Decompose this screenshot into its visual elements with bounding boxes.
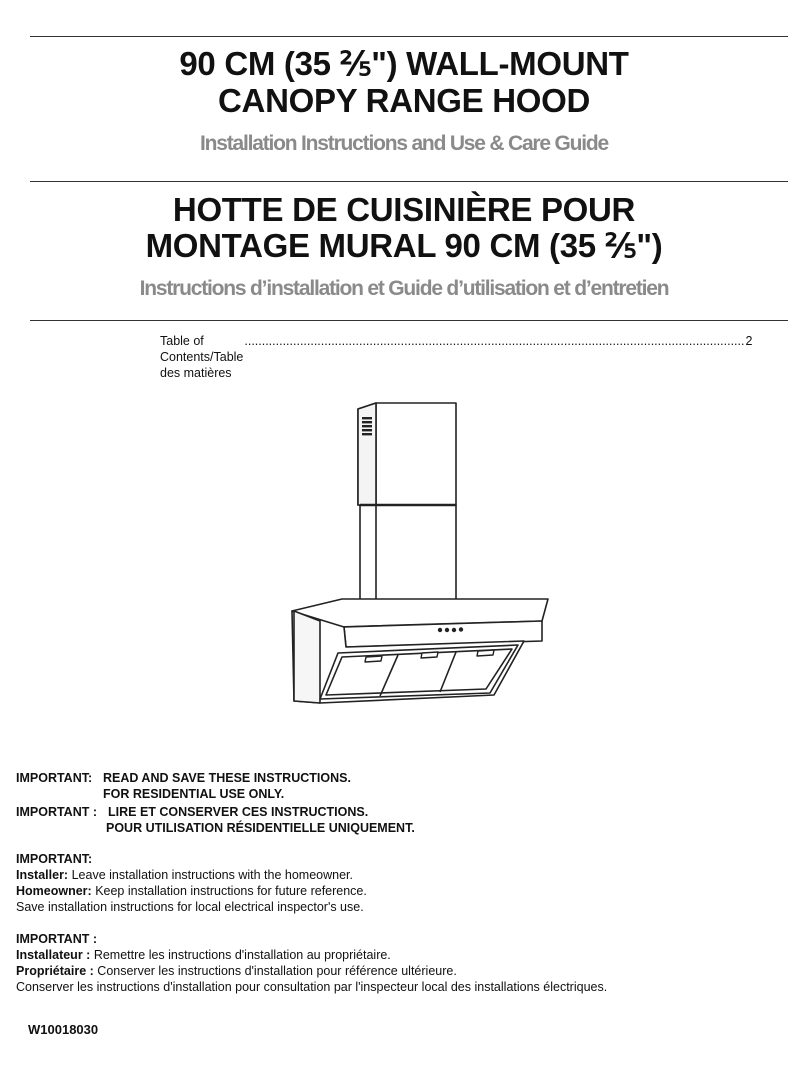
top-rule [30, 36, 788, 37]
lower-rule [30, 320, 788, 321]
important-save-instructions-fr: LIRE ET CONSERVER CES INSTRUCTIONS. [108, 805, 369, 819]
residential-use-en: FOR RESIDENTIAL USE ONLY. [103, 787, 285, 801]
homeowner-label-en: Homeowner: [16, 884, 92, 898]
middle-rule [30, 181, 788, 182]
notes-fr-heading: IMPORTANT : [16, 932, 98, 946]
title-en-line2: CANOPY RANGE HOOD [218, 82, 590, 119]
note-inspector-fr: Conserver les instructions d'installation pour consultation par l'inspecteur local des installations électriques. [16, 980, 608, 994]
note-owner-fr [16, 963, 457, 979]
subtitle-en: Installation Instructions and Use & Care Guide [199, 132, 609, 155]
range-hood-illustration [280, 395, 560, 715]
subtitle-fr: Instructions d’installation et Guide d’utilisation et d’entretien [139, 277, 669, 300]
title-fr-line1: HOTTE DE CUISINIÈRE POUR [172, 191, 636, 228]
table-of-contents-entry[interactable] [160, 333, 753, 380]
important-save-instructions-en: READ AND SAVE THESE INSTRUCTIONS. [103, 771, 351, 785]
installer-text-fr: Remettre les instructions d'installation au propriétaire. [93, 948, 391, 962]
owner-label-fr: Propriétaire : [16, 964, 94, 978]
owner-text-fr: Conserver les instructions d'installation pour référence ultérieure. [97, 964, 457, 978]
note-installer-en [16, 867, 353, 883]
note-homeowner-en [16, 883, 367, 899]
residential-use-fr: POUR UTILISATION RÉSIDENTIELLE UNIQUEMENT. [106, 821, 415, 835]
installer-label-fr: Installateur : [16, 948, 91, 962]
installer-label-en: Installer: [16, 868, 69, 882]
installer-text-en: Leave installation instructions with the homeowner. [71, 868, 354, 882]
notes-en-heading: IMPORTANT: [16, 852, 93, 866]
part-number: W10018030 [28, 1022, 99, 1037]
title-fr-line2: MONTAGE MURAL 90 CM (35 ⅖") [145, 227, 663, 264]
toc-page-number: 2 [745, 334, 753, 348]
note-installer-fr [16, 947, 391, 963]
toc-leader-dots: ................................................................................................................................................ [244, 334, 745, 348]
important-label-fr: IMPORTANT : [16, 805, 98, 819]
toc-label: Table of Contents/Table des matières [160, 334, 244, 380]
note-inspector-en: Save installation instructions for local electrical inspector's use. [16, 900, 364, 914]
title-en-line1: 90 CM (35 ⅖") WALL-MOUNT [179, 45, 629, 82]
homeowner-text-en: Keep installation instructions for future reference. [95, 884, 367, 898]
important-label-en: IMPORTANT: [16, 771, 93, 785]
